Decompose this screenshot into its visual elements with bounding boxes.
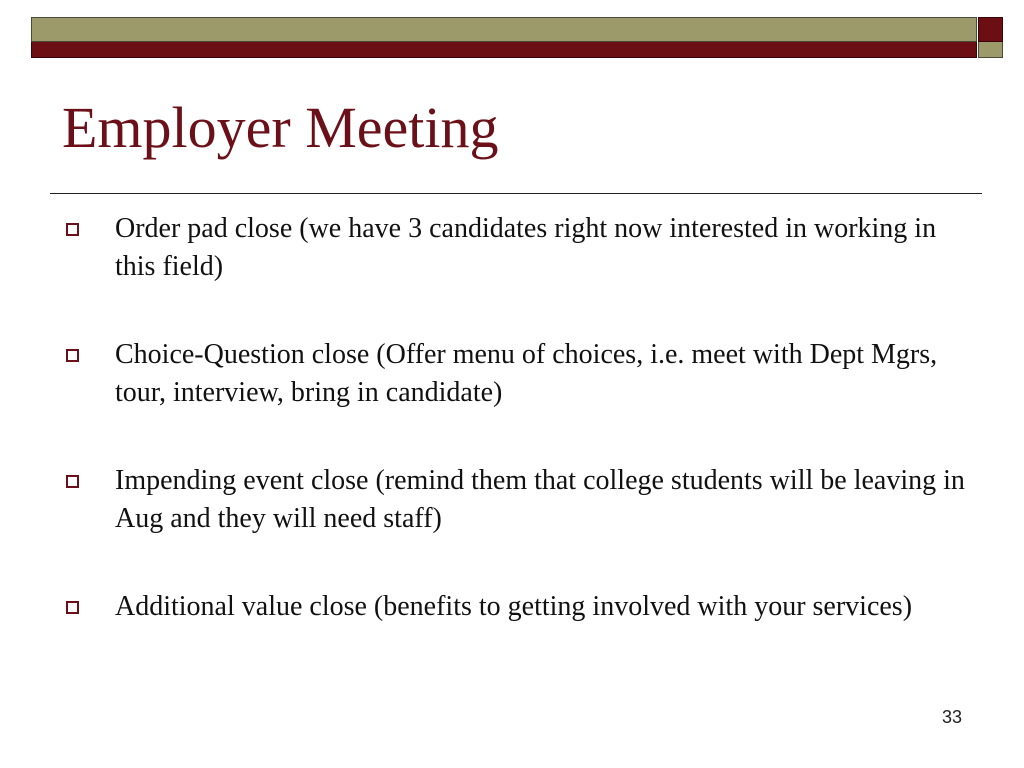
title-divider bbox=[50, 193, 982, 194]
bullet-item-impending-event bbox=[62, 462, 967, 538]
page-number: 33 bbox=[941, 707, 962, 727]
hollow-square-icon bbox=[66, 349, 79, 362]
header-maroon-square bbox=[978, 17, 1003, 42]
bullet-item-choice-question bbox=[62, 336, 967, 412]
header-olive-bar bbox=[31, 17, 977, 42]
bullet-text: Additional value close (benefits to getting involved with your services) bbox=[115, 591, 913, 622]
hollow-square-icon bbox=[66, 223, 79, 236]
bullet-text: Impending event close (remind them that college students will be leaving in Aug and they will need staff) bbox=[115, 465, 965, 534]
hollow-square-icon bbox=[66, 475, 79, 488]
bullet-item-order-pad bbox=[62, 210, 967, 286]
bullet-text: Order pad close (we have 3 candidates right now interested in working in this field) bbox=[115, 213, 937, 282]
hollow-square-icon bbox=[66, 601, 79, 614]
bullet-text: Choice-Question close (Offer menu of choices, i.e. meet with Dept Mgrs, tour, interview, bring in candidate) bbox=[115, 339, 938, 408]
header-olive-square bbox=[978, 42, 1003, 58]
bullet-item-additional-value bbox=[62, 588, 967, 626]
header-maroon-bar bbox=[31, 42, 977, 58]
bullet-list bbox=[62, 210, 967, 626]
slide-title: Employer Meeting bbox=[62, 95, 499, 160]
